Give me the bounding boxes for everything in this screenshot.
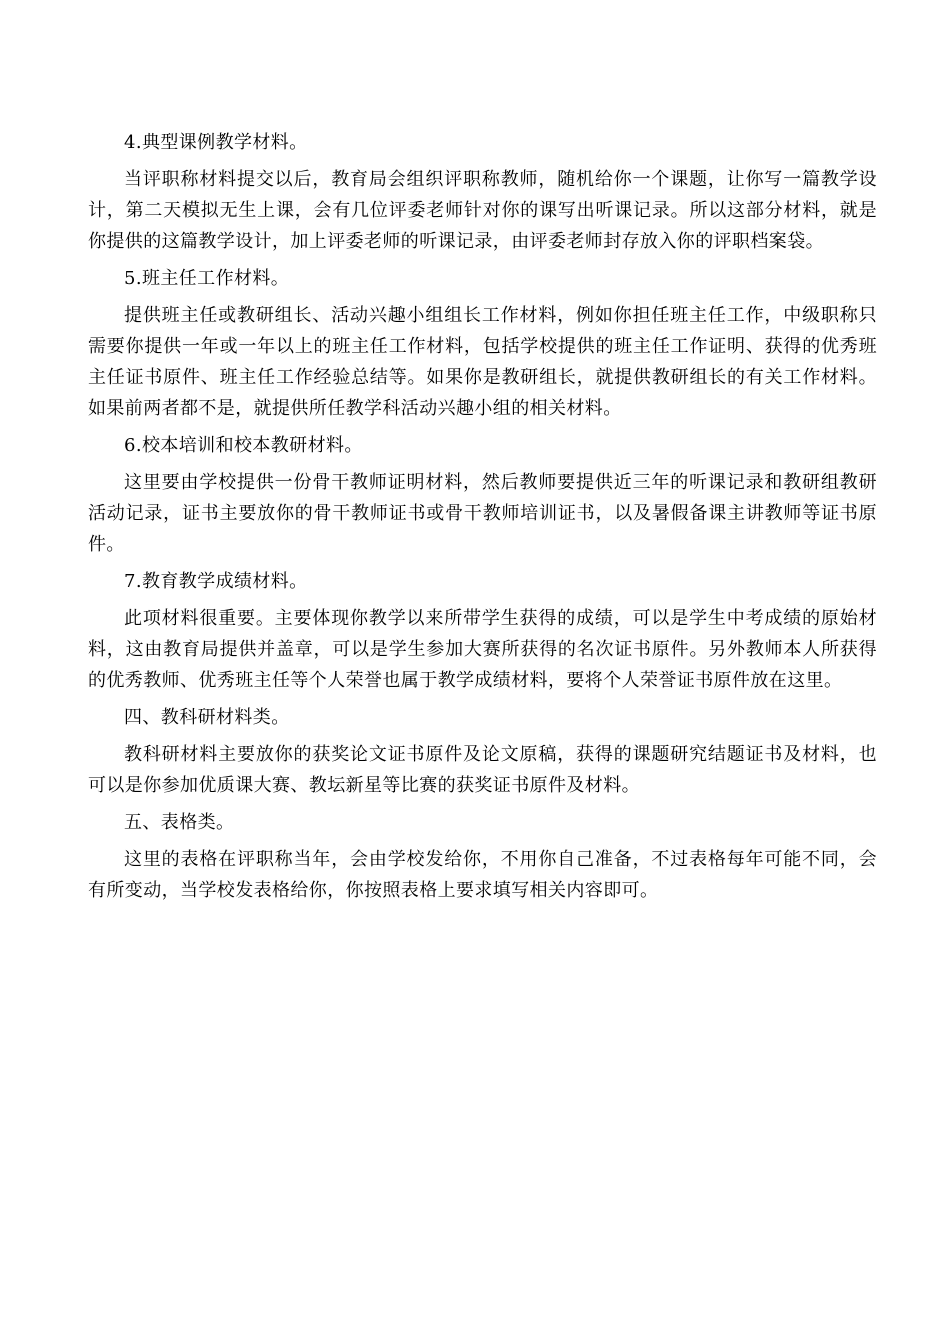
paragraph-teaching-results: 此项材料很重要。主要体现你教学以来所带学生获得的成绩，可以是学生中考成绩的原始材料，这由教育局提供并盖章，可以是学生参加大赛所获得的名次证书原件。另外教师本人所获得的优秀教师、优秀班主任等个人荣誉也属于教学成绩材料，要将个人荣誉证书原件放在这里。 (88, 608, 877, 691)
section-heading-teaching-results: 7.教育教学成绩材料。 (124, 571, 308, 592)
paragraph-forms: 这里的表格在评职称当年，会由学校发给你，不用你自己准备，不过表格每年可能不同，会有所变动，当学校发表格给你，你按照表格上要求填写相关内容即可。 (88, 849, 877, 901)
section-heading-class-teacher: 5.班主任工作材料。 (124, 268, 290, 289)
section-heading-research: 四、教科研材料类。 (124, 707, 290, 728)
document-body (88, 127, 877, 912)
paragraph-class-teacher: 提供班主任或教研组长、活动兴趣小组组长工作材料，例如你担任班主任工作，中级职称只需要你提供一年或一年以上的班主任工作材料，包括学校提供的班主任工作证明、获得的优秀班主任证书原件、班主任工作经验总结等。如果你是教研组长，就提供教研组长的有关工作材料。如果前两者都不是，就提供所任教学科活动兴趣小组的相关材料。 (88, 305, 877, 419)
section-heading-forms: 五、表格类。 (124, 812, 235, 833)
paragraph-school-training: 这里要由学校提供一份骨干教师证明材料，然后教师要提供近三年的听课记录和教研组教研活动记录，证书主要放你的骨干教师证书或骨干教师培训证书，以及暑假备课主讲教师等证书原件。 (88, 472, 877, 555)
section-heading-typical-lesson: 4.典型课例教学材料。 (124, 132, 308, 153)
paragraph-research: 教科研材料主要放你的获奖论文证书原件及论文原稿，获得的课题研究结题证书及材料，也可以是你参加优质课大赛、教坛新星等比赛的获奖证书原件及材料。 (88, 744, 877, 796)
section-heading-school-training: 6.校本培训和校本教研材料。 (124, 435, 363, 456)
paragraph-typical-lesson: 当评职称材料提交以后，教育局会组织评职称教师，随机给你一个课题，让你写一篇教学设计，第二天模拟无生上课，会有几位评委老师针对你的课写出听课记录。所以这部分材料，就是你提供的这篇教学设计，加上评委老师的听课记录，由评委老师封存放入你的评职档案袋。 (88, 169, 877, 252)
